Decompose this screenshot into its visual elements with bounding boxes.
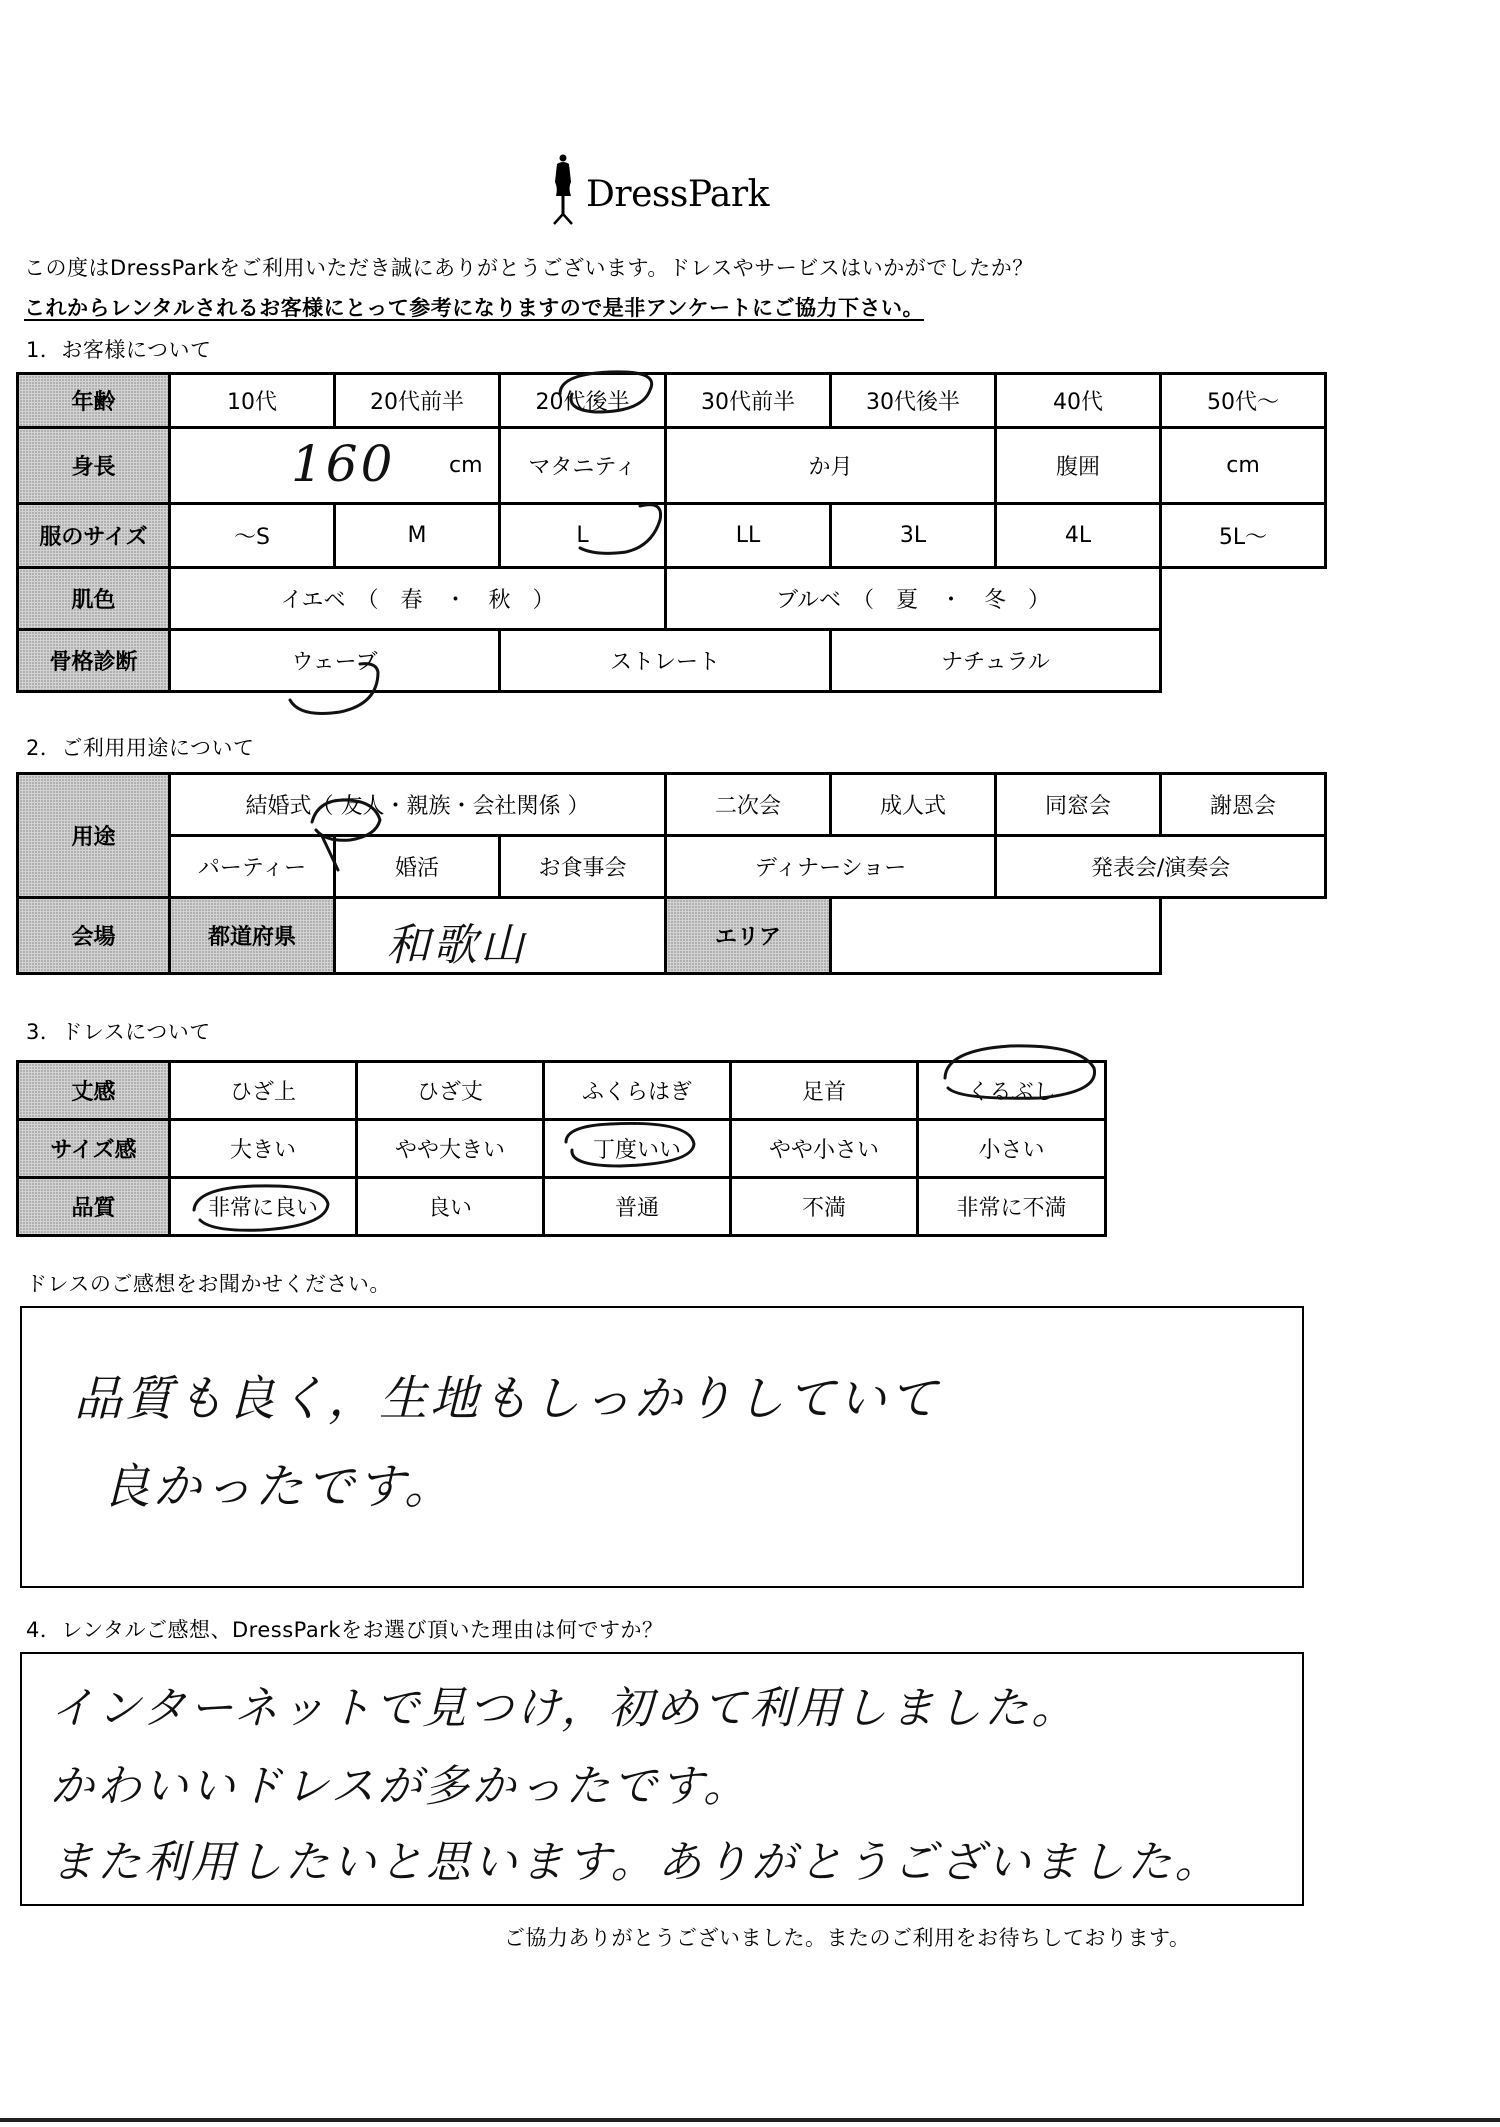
impression-line: 品質も良く，生地もしっかりしていて: [74, 1371, 941, 1427]
prefecture-field[interactable]: [335, 898, 666, 974]
quality-option[interactable]: 不満: [731, 1178, 918, 1236]
customer-table: [16, 372, 1327, 693]
age-row: [18, 374, 1326, 428]
age-option[interactable]: 50代～: [1161, 374, 1326, 428]
purpose-option[interactable]: 同窓会: [996, 774, 1161, 836]
age-option[interactable]: 10代: [170, 374, 335, 428]
venue-row: [18, 898, 1326, 974]
frame-label: 骨格診断: [18, 630, 170, 692]
height-label: 身長: [18, 428, 170, 504]
size-option[interactable]: ～S: [170, 504, 335, 568]
length-option-selected[interactable]: くるぶし: [918, 1062, 1106, 1120]
height-field[interactable]: [170, 428, 500, 504]
length-option[interactable]: 足首: [731, 1062, 918, 1120]
size-label: 服のサイズ: [18, 504, 170, 568]
purpose-label: 用途: [18, 774, 170, 898]
purpose-option[interactable]: ディナーショー: [666, 836, 996, 898]
length-row: [18, 1062, 1106, 1120]
quality-label: 品質: [18, 1178, 170, 1236]
impression-line: 良かったです。: [102, 1459, 456, 1515]
maternity-months[interactable]: か月: [666, 428, 996, 504]
skin-label: 肌色: [18, 568, 170, 630]
prefecture-label: 都道府県: [170, 898, 335, 974]
reason-line: インターネットで見つけ，初めて利用しました。: [50, 1683, 1079, 1734]
section4-title: 4．レンタルご感想、DressParkをお選び頂いた理由は何ですか？: [26, 1618, 664, 1642]
prefecture-value: 和歌山: [386, 920, 527, 971]
age-option[interactable]: 20代前半: [335, 374, 500, 428]
area-field[interactable]: [831, 898, 1161, 974]
waist-label: 腹囲: [996, 428, 1161, 504]
section2-title: 2．ご利用用途について: [26, 736, 255, 760]
dress-form-icon: [546, 154, 580, 226]
maternity-label: マタニティ: [500, 428, 666, 504]
page-edge-line: [0, 2118, 1500, 2122]
frame-option-selected[interactable]: ウェーブ: [170, 630, 500, 692]
impression-box[interactable]: [20, 1306, 1304, 1588]
impression-prompt: ドレスのご感想をお聞かせください。: [26, 1272, 391, 1296]
age-option[interactable]: 30代後半: [831, 374, 996, 428]
dress-table: [16, 1060, 1107, 1237]
fit-option[interactable]: やや大きい: [357, 1120, 544, 1178]
size-row: [18, 504, 1326, 568]
fit-option-selected[interactable]: 丁度いい: [544, 1120, 731, 1178]
size-option[interactable]: LL: [666, 504, 831, 568]
dresspark-logo: [546, 148, 806, 228]
size-option[interactable]: 3L: [831, 504, 996, 568]
purpose-option[interactable]: パーティー: [170, 836, 335, 898]
quality-option[interactable]: 普通: [544, 1178, 731, 1236]
venue-label: 会場: [18, 898, 170, 974]
frame-option[interactable]: ストレート: [500, 630, 831, 692]
purpose-row-1: [18, 774, 1326, 836]
purpose-option[interactable]: 二次会: [666, 774, 831, 836]
footer-thanks: ご協力ありがとうございました。またのご利用をお待ちしております。: [504, 1926, 1191, 1950]
age-option[interactable]: 40代: [996, 374, 1161, 428]
fit-option[interactable]: 大きい: [170, 1120, 357, 1178]
purpose-table: [16, 772, 1327, 975]
height-unit: cm: [449, 453, 483, 478]
age-option[interactable]: 30代前半: [666, 374, 831, 428]
height-value: 160: [291, 435, 396, 493]
purpose-option[interactable]: 婚活: [335, 836, 500, 898]
size-option[interactable]: M: [335, 504, 500, 568]
purpose-row-2: [18, 836, 1326, 898]
frame-row: [18, 630, 1326, 692]
purpose-option[interactable]: 発表会/演奏会: [996, 836, 1326, 898]
purpose-option[interactable]: 謝恩会: [1161, 774, 1326, 836]
waist-unit[interactable]: cm: [1161, 428, 1326, 504]
quality-option[interactable]: 良い: [357, 1178, 544, 1236]
length-option[interactable]: ふくらはぎ: [544, 1062, 731, 1120]
size-option[interactable]: 4L: [996, 504, 1161, 568]
length-option[interactable]: ひざ上: [170, 1062, 357, 1120]
intro-request-text: これからレンタルされるお客様にとって参考になりますので是非アンケートにご協力下さい。: [24, 296, 924, 320]
age-label: 年齢: [18, 374, 170, 428]
reason-line: また利用したいと思います。ありがとうございました。: [50, 1837, 1222, 1888]
fit-option[interactable]: やや小さい: [731, 1120, 918, 1178]
section3-title: 3．ドレスについて: [26, 1020, 211, 1044]
length-option[interactable]: ひざ丈: [357, 1062, 544, 1120]
fit-row: [18, 1120, 1106, 1178]
skin-row: [18, 568, 1326, 630]
reason-line: かわいいドレスが多かったです。: [50, 1761, 751, 1812]
size-option[interactable]: 5L～: [1161, 504, 1326, 568]
size-option-selected[interactable]: L: [500, 504, 666, 568]
section1-title: 1．お客様について: [26, 338, 212, 362]
logo-wordmark: DressPark: [586, 174, 769, 215]
intro-text: この度はDressParkをご利用いただき誠にありがとうございます。ドレスやサービスはいかがでしたか？: [24, 256, 1034, 280]
age-option-selected[interactable]: 20代後半: [500, 374, 666, 428]
purpose-wedding[interactable]: 結婚式（ 友人・親族・会社関係 ）: [170, 774, 666, 836]
quality-option[interactable]: 非常に不満: [918, 1178, 1106, 1236]
quality-option-selected[interactable]: 非常に良い: [170, 1178, 357, 1236]
quality-row: [18, 1178, 1106, 1236]
skin-blue-option[interactable]: ブルベ （ 夏 ・ 冬 ）: [666, 568, 1161, 630]
purpose-option[interactable]: 成人式: [831, 774, 996, 836]
purpose-option[interactable]: お食事会: [500, 836, 666, 898]
length-label: 丈感: [18, 1062, 170, 1120]
skin-yellow-option[interactable]: イエベ （ 春 ・ 秋 ）: [170, 568, 666, 630]
frame-option[interactable]: ナチュラル: [831, 630, 1161, 692]
height-row: [18, 428, 1326, 504]
reason-box[interactable]: [20, 1652, 1304, 1906]
fit-label: サイズ感: [18, 1120, 170, 1178]
area-label: エリア: [666, 898, 831, 974]
fit-option[interactable]: 小さい: [918, 1120, 1106, 1178]
